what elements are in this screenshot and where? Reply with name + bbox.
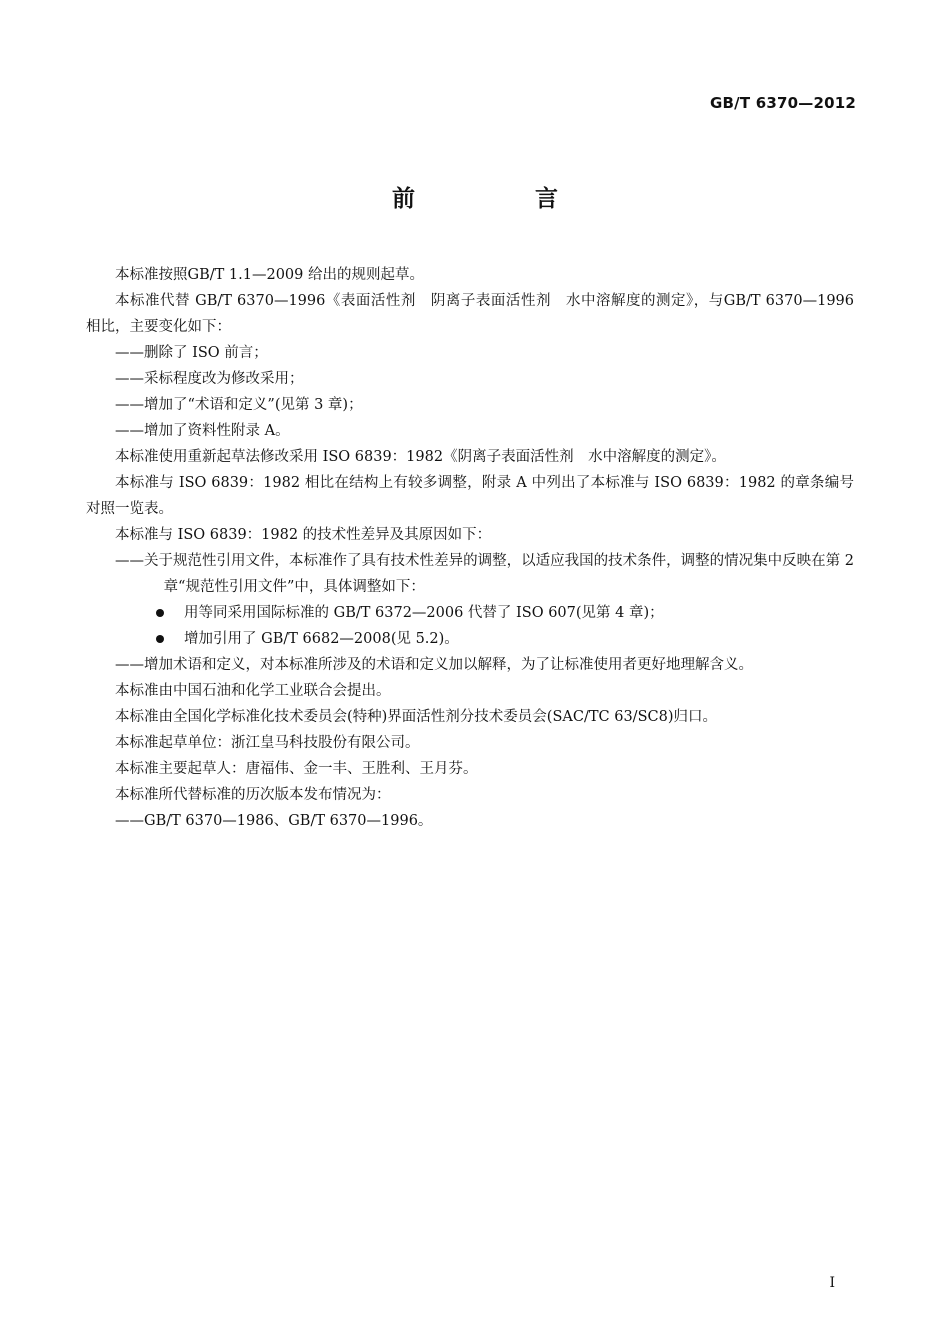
paragraph-committee: 本标准由全国化学标准化技术委员会(特种)界面活性剂分技术委员会(SAC/TC 63/SC8)归口。 xyxy=(115,709,717,725)
difference-item: ——关于规范性引用文件，本标准作了具有技术性差异的调整，以适应我国的技术条件，调整的情况集中反映在第 2 章“规范性引用文件”中，具体调整如下： xyxy=(115,553,854,595)
paragraph-structure: 本标准与 ISO 6839：1982 相比在结构上有较多调整，附录 A 中列出了本标准与 ISO 6839：1982 的章条编号对照一览表。 xyxy=(86,475,854,517)
paragraph-proposer: 本标准由中国石油和化学工业联合会提出。 xyxy=(115,683,391,699)
bullet-text: 用等同采用国际标准的 GB/T 6372—2006 代替了 ISO 607(见第 4 章)； xyxy=(184,605,664,621)
change-item: ——增加了“术语和定义”(见第 3 章)； xyxy=(115,397,363,413)
foreword-body xyxy=(86,262,854,834)
history-item: ——GB/T 6370—1986、GB/T 6370—1996。 xyxy=(115,813,433,829)
paragraph-replaces: 本标准代替 GB/T 6370—1996《表面活性剂 阴离子表面活性剂 水中溶解度的测定》，与GB/T 6370—1996 相比，主要变化如下： xyxy=(86,293,854,335)
paragraph-drafting-unit: 本标准起草单位：浙江皇马科技股份有限公司。 xyxy=(115,735,420,751)
page-title: 前 言 xyxy=(391,186,614,212)
difference-item: ——增加术语和定义，对本标准所涉及的术语和定义加以解释，为了让标准使用者更好地理解含义。 xyxy=(115,657,753,673)
bullet-icon xyxy=(156,635,164,643)
paragraph-history: 本标准所代替标准的历次版本发布情况为： xyxy=(115,787,391,803)
bullet-text: 增加引用了 GB/T 6682—2008(见 5.2)。 xyxy=(184,631,459,647)
bullet-icon xyxy=(156,609,164,617)
paragraph-drafters: 本标准主要起草人：唐福伟、金一丰、王胜利、王月芬。 xyxy=(115,761,478,777)
paragraph-drafting-rules: 本标准按照GB/T 1.1—2009 给出的规则起草。 xyxy=(115,267,424,283)
bullet-item xyxy=(86,600,854,626)
change-item: ——采标程度改为修改采用； xyxy=(115,371,304,387)
change-item: ——删除了 ISO 前言； xyxy=(115,345,268,361)
bullet-item xyxy=(86,626,854,652)
page-number: I xyxy=(829,1275,835,1291)
paragraph-adoption: 本标准使用重新起草法修改采用 ISO 6839：1982《阴离子表面活性剂 水中溶解度的测定》。 xyxy=(115,449,726,465)
paragraph-technical-differences: 本标准与 ISO 6839：1982 的技术性差异及其原因如下： xyxy=(115,527,492,543)
change-item: ——增加了资料性附录 A。 xyxy=(115,423,290,439)
standard-number: GB/T 6370—2012 xyxy=(710,94,856,112)
